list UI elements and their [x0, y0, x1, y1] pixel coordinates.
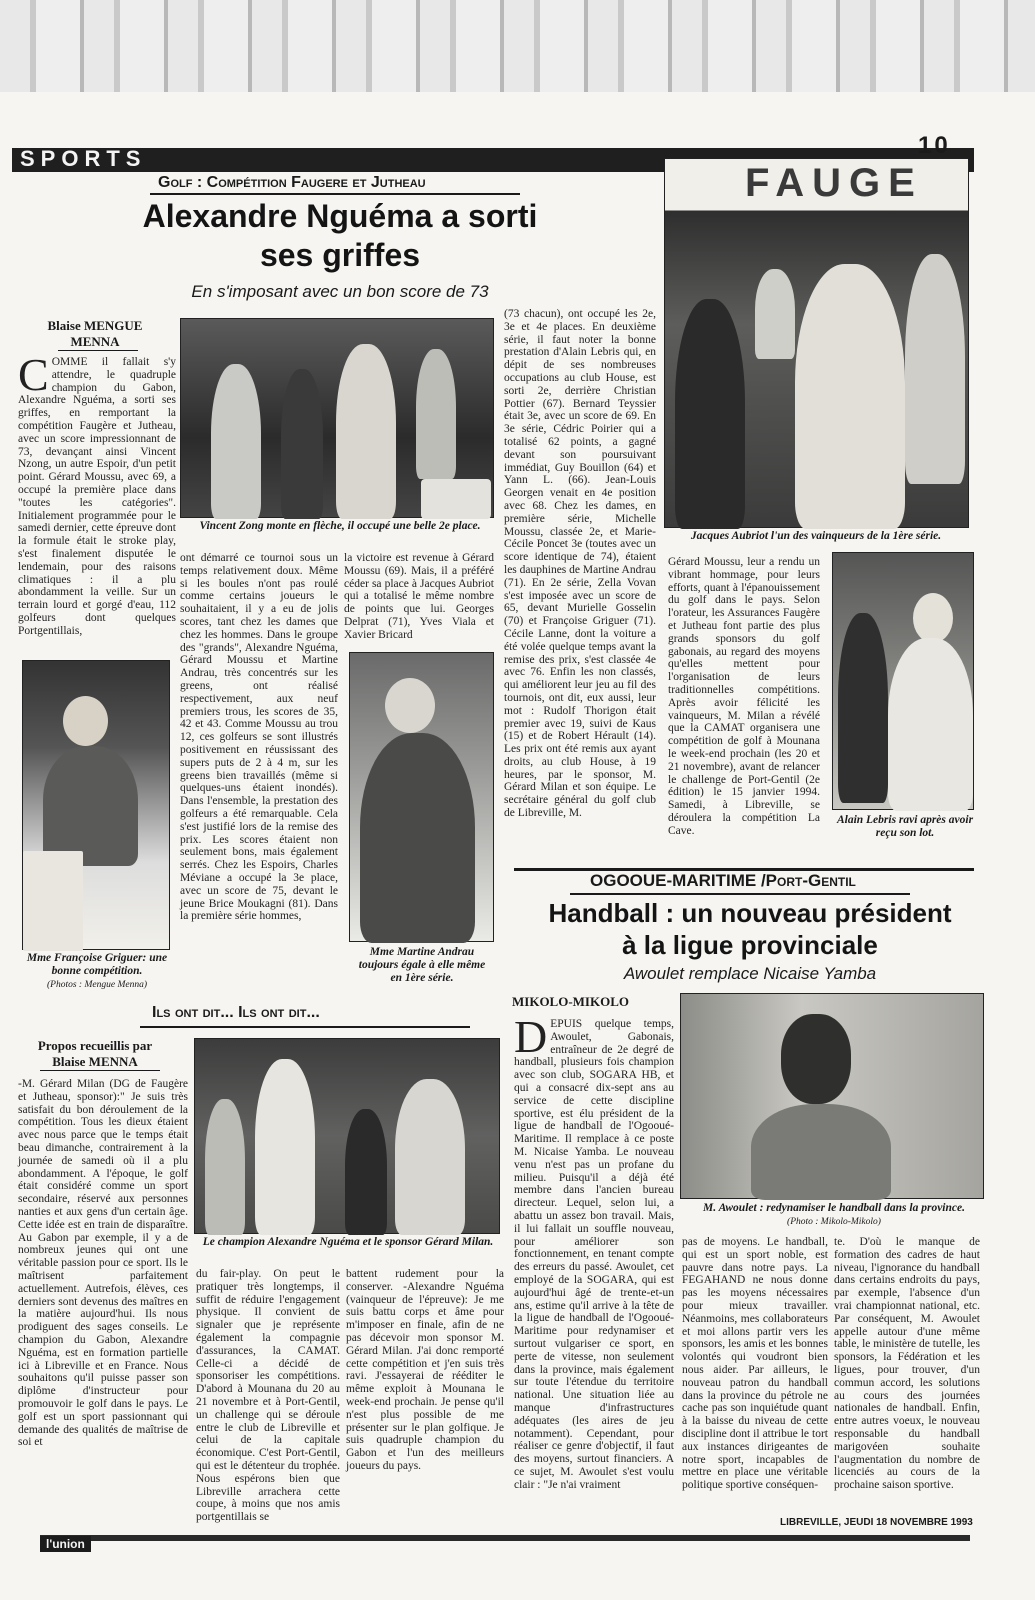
photo-martine-andrau	[349, 652, 494, 942]
caption-francoise-griguer: Mme Françoise Griguer: une bonne compétition. (Photos : Mengue Menna)	[26, 952, 168, 990]
footer-bar	[40, 1535, 970, 1541]
caption-vincent-zong: Vincent Zong monte en flèche, il occupé une belle 2e place.	[199, 520, 481, 532]
section-label: SPORTS	[20, 146, 147, 171]
handball-column-3: te. D'où le manque de formation des cadres de haut niveau, l'ignorance du handball dans certains endroits du pays, par exemple, l'absence d'un vrai championnat national, etc. Par conséquent, M. Awoulet appelle autour d'une même table, le ministère de tutelle, les sponsors, la Fédération et les ligues, pour trouver, d'un commun accord, les solutions au cours des journées nationales de handball. Enfin, entre autres voeux, le nouveau responsable du handball marigovéen souhaite l'augmentation du nombre de licenciés au cours de la prochaine saison sportive.	[834, 1236, 980, 1492]
handball-kicker: OGOOUE-MARITIME /Port-Gentil	[590, 871, 856, 890]
golf-column-5: Gérard Moussu, leur a rendu un vibrant hommage, pour leurs efforts, quant à l'épanouissement du golf dans le pays. Selon l'orateur, les Assurances Faugère et Jutheau font partie des plus grands sponsors du golf gabonais, au regard des moyens qu'elles mettent pour l'organisation de leurs traditionnelles compétitions. Après avoir félicité les vainqueurs, M. Milan a révélé que la CAMAT organisera une compétition de golf à Mounana le week-end prochain (les 20 et 21 novembre), avant de relancer le challenge de Port-Gentil (2e édition) le 15 janvier 1994. Samedi, à Libreville, se déroulera la compétition La Cave.	[668, 556, 820, 837]
banner-text: FAUGE	[745, 161, 923, 205]
golf-byline-rule	[58, 350, 138, 351]
photo-awoulet	[680, 993, 984, 1199]
ils-ont-dit-byline-rule	[40, 1070, 160, 1071]
photo-francoise-griguer	[22, 660, 170, 950]
newspaper-logo: l'union	[40, 1536, 91, 1552]
page-number: 10	[918, 132, 951, 159]
footer-dateline: LIBREVILLE, JEUDI 18 NOVEMBRE 1993	[780, 1517, 973, 1528]
handball-kicker-rule	[570, 893, 910, 895]
golf-kicker-rule	[150, 193, 520, 195]
handball-column-1: DEPUIS quelque temps, Awoulet, Gabonais, entraîneur de 2e degré de handball, plusieurs fois champion avec son club, SOGARA HB, et qui a consacré dix-sept ans au service de cette discipline sportive, est élu président de la ligue de handball de l'Ogooué-Maritime. Il remplace à ce poste M. Nicaise Yamba. Le nouveau venu n'est pas un profane du milieu. Puisqu'il a déjà été membre dans l'ancien bureau directeur. Lequel, selon lui, a abattu un assez bon travail. Mais, il lui fallait un souffle nouveau, pour améliorer son fonctionnement, en tenant compte des erreurs du passé. Awoulet, cet employé de la SOGARA, qui est aujourd'hui âgé de trente-et-un ans, estime qu'il arrive à la tête de la ligue de handball de l'Ogooué-Maritime pour redynamiser et surtout vulgariser ce sport, en perte de vitesse, non seulement dans la province, mais également sur toute l'étendue du territoire national. Une situation liée au manque d'infrastructures adéquates (les aires de jeu notamment). Cependant, pour réaliser ce genre d'objectif, il faut des moyens, surtout financiers. A ce sujet, M. Awoulet s'est voulu clair : "Je n'ai vraiment	[514, 1011, 674, 1491]
handball-headline-line1: Handball : un nouveau président	[548, 898, 952, 928]
ils-ont-dit-kicker: Ils ont dit... Ils ont dit...	[152, 1004, 320, 1021]
golf-column-4: (73 chacun), ont occupé les 2e, 3e et 4e places. En deuxième série, il faut noter la bonne prestation d'Alain Lebris qui, en dépit de ses nombreuses occupations au club House, est sorti 2e, derrière Christian Pottier (67). Bernard Teyssier était 3e, avec un score de 69. En 3e série, Cédric Poirier qui a totalisé 62 points, a gagné devant son poursuivant immédiat, Guy Bouillon (64) et Yann L. (66). Jean-Louis Georgen venait en 4e position avec 68. Chez les dames, en première série, Michelle Moussu, classée 2e, et Marie-Cécile Poncet 3e (toutes avec un score identique de 74), étaient les dauphines de Martine Andrau (71). En 2e série, Zella Vovan s'est imposée avec un score de 65, devant Murielle Gosselin (70) et Françoise Griguer (71). Cécile Lanne, dont la voiture a été volée quelque temps avant la remise des prix, s'est classée 4e avec 76. Enfin les non classés, qui améliorent leur jeu au fil des tournois, ont dit, eux aussi, leur mot : Rudolf Thorigon était premier avec 19, suivi de Kaus (15) et de Robert Hérault (14). Les prix ont été remis aux ayant droits, au club House, à 19 heures, par le sponsor, M. Gérard Milan et son équipe. Le secrétaire général du golf club de Libreville, M.	[504, 308, 657, 820]
ils-ont-dit-column-3: battent rudement pour la conserver. -Alexandre Nguéma (vainqueur de l'épreuve): Je me suis battu corps et âme pour m'imposer en finale, afin de ne pas décevoir mon sponsor M. Gérard Milan. J'ai donc remporté cette compétition et j'en suis très ravi. J'essayerai de rééditer le même exploit à Mounana le week-end prochain. Je pense qu'il n'est plus possible de me présenter sur le plan golfique. Je suis quadruple champion du Gabon et l'un des meilleurs joueurs du pays.	[346, 1268, 504, 1472]
photo-credit-awoulet: (Photo : Mikolo-Mikolo)	[787, 1217, 881, 1227]
photo-vincent-zong	[180, 318, 494, 518]
handball-headline-line2: à la ligue provinciale	[622, 930, 878, 960]
photo-jacques-aubriot	[664, 158, 969, 528]
dropcap: C	[18, 349, 49, 400]
golf-byline: Blaise MENGUE MENNA	[47, 318, 143, 349]
ils-ont-dit-rule	[140, 1026, 470, 1028]
golf-column-1: COMME il fallait s'y attendre, le quadruple champion du Gabon, Alexandre Nguéma, a sorti ses griffes, en remportant la compétition Faugère et Jutheau, avec un score impressionnant de 73, devançant ainsi Vincent Nzong, un autre Espoir, d'un petit point. Gérard Moussu, avec 69, a occupé la première place dans "toutes les catégories". Initialement programmée pour le samedi dernier, cette épreuve dont la formule était le stroke play, s'est finalement disputée le lendemain, pour des raisons climatiques : il a plu abondamment la veille. Sur un terrain lourd et gorgé d'eau, 112 golfeurs dont quelques Portgentillais,	[18, 349, 176, 637]
caption-martine-andrau: Mme Martine Andrau toujours égale à elle même en 1ère série.	[358, 946, 486, 984]
handball-deck: Awoulet remplace Nicaise Yamba	[623, 964, 877, 983]
handball-byline: MIKOLO-MIKOLO	[512, 994, 629, 1009]
caption-awoulet: M. Awoulet : redynamiser le handball dans la province. (Photo : Mikolo-Mikolo)	[703, 1202, 965, 1227]
photo-champion-sponsor	[194, 1038, 500, 1234]
caption-jacques-aubriot: Jacques Aubriot l'un des vainqueurs de la 1ère série.	[690, 530, 942, 542]
caption-champion-sponsor: Le champion Alexandre Nguéma et le sponsor Gérard Milan.	[202, 1236, 494, 1248]
golf-headline-line1: Alexandre Nguéma a sorti	[142, 198, 538, 234]
golf-column-2: ont démarré ce tournoi sous un temps relativement doux. Même si les boules n'ont pas roulé comme certains joueurs le souhaitaient, il y a eu de jolis scores, tant chez les dames que chez les hommes. Dans le groupe des "grands", Alexandre Nguéma, Gérard Moussu et Martine Andrau, très concentrés sur les greens, ont réalisé respectivement, aux neuf premiers trous, les scores de 35, 42 et 43. Comme Moussu au trou 12, ces golfeurs se sont illustrés positivement en réussissant des supers puts de 2 à 4 m, sur les greens bien travaillés (même si quelques-uns étaient inondés). Dans l'ensemble, la prestation des golfeurs a été remarquable. Cela s'est justifié lors de la remise des prix. Les scores étaient non seulement bons, mais également serrés. Chez les Espoirs, Charles Méviane a occupé la 3e place, avec un score de 75, devant le jeune Brice Moukagni (81). Dans la première série hommes,	[180, 552, 338, 923]
dropcap: D	[514, 1011, 548, 1062]
photo-credit: (Photos : Mengue Menna)	[47, 980, 147, 990]
golf-kicker: Golf : Compétition Faugere et Jutheau	[158, 174, 426, 191]
ils-ont-dit-byline: Propos recueillis par Blaise MENNA	[37, 1038, 153, 1069]
ils-ont-dit-column-2: du fair-play. On peut le pratiquer très longtemps, il suffit de réduire l'engagement physique. Il convient de signaler que je représente également la compagnie d'assurances, la CAMAT. Celle-ci a décidé de sponsoriser les compétitions. D'abord à Mounana du 20 au 21 novembre et à Port-Gentil, un challenge qui se déroule entre le club de Libreville et celui de la capitale économique. C'est Port-Gentil, qui est le détenteur du trophée. Nous espérons bien que Libreville arrachera cette coupe, à moins que nos amis portgentillais se	[196, 1268, 340, 1524]
handball-column-2: pas de moyens. Le handball, qui est un sport noble, est pauvre dans notre pays. La FEGAHAND ne nous donne pas les moyens nécessaires pour mieux travailler. Néanmoins, mes collaborateurs et moi allons partir vers les sponsors, les amis et les bonnes volontés qui voudront bien nous aider. Par ailleurs, le nouveau patron du handball dans la province du pétrole ne cache pas son inquiétude quant à la baisse du niveau de cette discipline dont il attribue le tort aux instances dirigeantes de notre sport, incapables de mettre en place une véritable politique sportive conséquen-	[682, 1236, 828, 1492]
golf-column-3: la victoire est revenue à Gérard Moussu (69). Mais, il a préféré céder sa place à Jacques Aubriot qui a totalisé le même nombre de points que lui. Georges Delprat (71), Yves Viala et Xavier Bricard	[344, 552, 494, 641]
ils-ont-dit-column-1: -M. Gérard Milan (DG de Faugère et Jutheau, sponsor):" Je suis très satisfait du bon déroulement de la compétition. Tous les dieux étaient avec nous parce que le temps était beau dimanche, contrairement à la journée de samedi où il a plu abondamment. A l'époque, le golf était considéré comme un sport secondaire, réservé aux personnes nanties et aux gens d'un certain âge. Cette idée est en train de disparaître. Au Gabon par exemple, il y a de nombreux jeunes qui ont une véritable passion pour ce sport. Ils le maîtrisent parfaitement actuellement. Autrefois, élèves, ces derniers sont devenus des maîtres en la matière aujourd'hui. Ils nous prodiguent des sages conseils. Le champion du Gabon, Alexandre Nguéma, est en formation partielle ici à Libreville et en France. Nous souhaitons qu'il puisse passer son diplôme d'instructeur pour promouvoir le golf dans le pays. Le golf est un sport passionnant qui demande des qualités de maîtrise de soi et	[18, 1078, 188, 1449]
photo-alain-lebris	[832, 552, 974, 810]
scanner-top-edge	[0, 0, 1035, 92]
caption-alain-lebris: Alain Lebris ravi après avoir reçu son lot.	[836, 814, 974, 839]
golf-deck: En s'imposant avec un bon score de 73	[191, 282, 489, 301]
golf-headline-line2: ses griffes	[259, 237, 421, 273]
